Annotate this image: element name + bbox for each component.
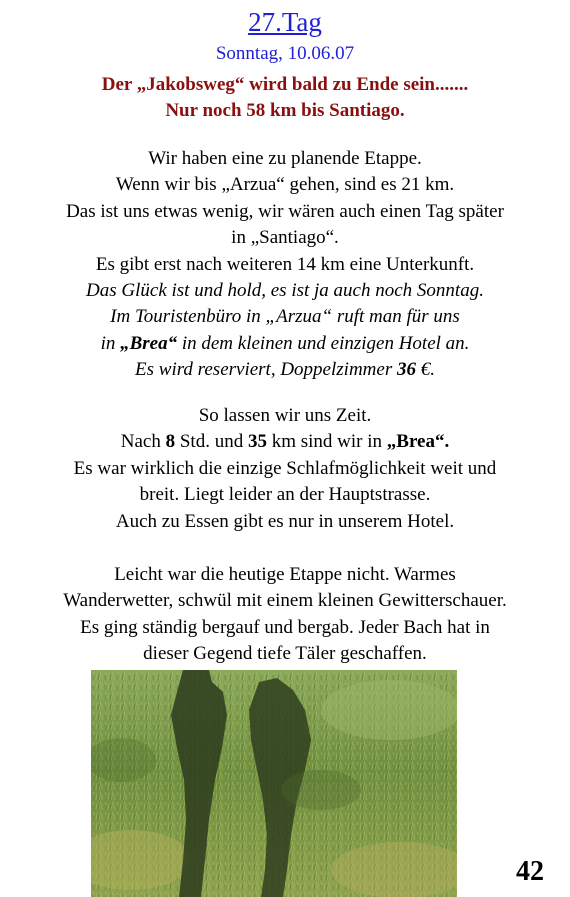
text-fragment: km sind wir in [266, 431, 387, 453]
light-grass-patch [321, 680, 457, 740]
bold-place-name: „Brea“ [120, 332, 178, 354]
date-line: Sonntag, 10.06.07 [215, 43, 355, 64]
text-line: in „Santiago“. [231, 227, 339, 249]
text-line [0, 429, 570, 455]
text-fragment: Std. und [175, 431, 248, 453]
photo-image [91, 670, 457, 897]
text-fragment: in [100, 332, 121, 354]
italic-line [0, 331, 570, 357]
photo-shadows-on-grass [91, 670, 457, 897]
text-fragment: in dem kleinen und einzigen Hotel an. [177, 332, 470, 354]
bold-hours: 8 [165, 431, 176, 453]
text-line: dieser Gegend tiefe Täler geschaffen. [143, 643, 427, 665]
text-line: Wir haben eine zu planende Etappe. [148, 148, 422, 169]
bold-place-name: „Brea“. [386, 431, 450, 453]
text-line: So lassen wir uns Zeit. [198, 405, 372, 426]
text-line: Wanderwetter, schwül mit einem kleinen Gewitterschauer. [63, 590, 507, 612]
paragraph-1 [0, 146, 570, 384]
bold-km: 35 [247, 431, 267, 453]
grass-clump [281, 770, 361, 810]
text-fragment: Es wird reserviert, Doppelzimmer [135, 359, 397, 381]
text-line: Das ist uns etwas wenig, wir wären auch einen Tag später [66, 200, 504, 222]
text-line: Wenn wir bis „Arzua“ gehen, sind es 21 km. [115, 174, 455, 196]
italic-line: Im Touristenbüro in „Arzua“ ruft man für uns [110, 306, 460, 328]
text-line: breit. Liegt leider an der Hauptstrasse. [139, 484, 431, 506]
text-line: Es war wirklich die einzige Schlafmöglichkeit weit und [73, 457, 497, 479]
bold-price: 36 [396, 359, 416, 381]
text-fragment: €. [415, 359, 435, 381]
headline [0, 72, 570, 124]
text-fragment: Nach [120, 431, 166, 453]
title-link[interactable]: 27.Tag [248, 7, 322, 37]
text-line: Es ging ständig bergauf und bergab. Jeder Bach hat in [80, 616, 490, 638]
page-number: 42 [516, 856, 544, 887]
text-line: Auch zu Essen gibt es nur in unserem Hotel. [115, 510, 455, 532]
headline-line-2: Nur noch 58 km bis Santiago. [165, 100, 405, 121]
paragraph-2 [0, 403, 570, 535]
italic-line [0, 357, 570, 383]
italic-line: Das Glück ist und hold, es ist ja auch noch Sonntag. [86, 280, 484, 302]
headline-line-1: Der „Jakobsweg“ wird bald zu Ende sein....... [101, 74, 469, 95]
page-title [0, 6, 570, 38]
paragraph-3 [0, 562, 570, 668]
text-line: Leicht war die heutige Etappe nicht. Warmes [114, 564, 456, 585]
text-line: Es gibt erst nach weiteren 14 km eine Unterkunft. [95, 253, 475, 275]
